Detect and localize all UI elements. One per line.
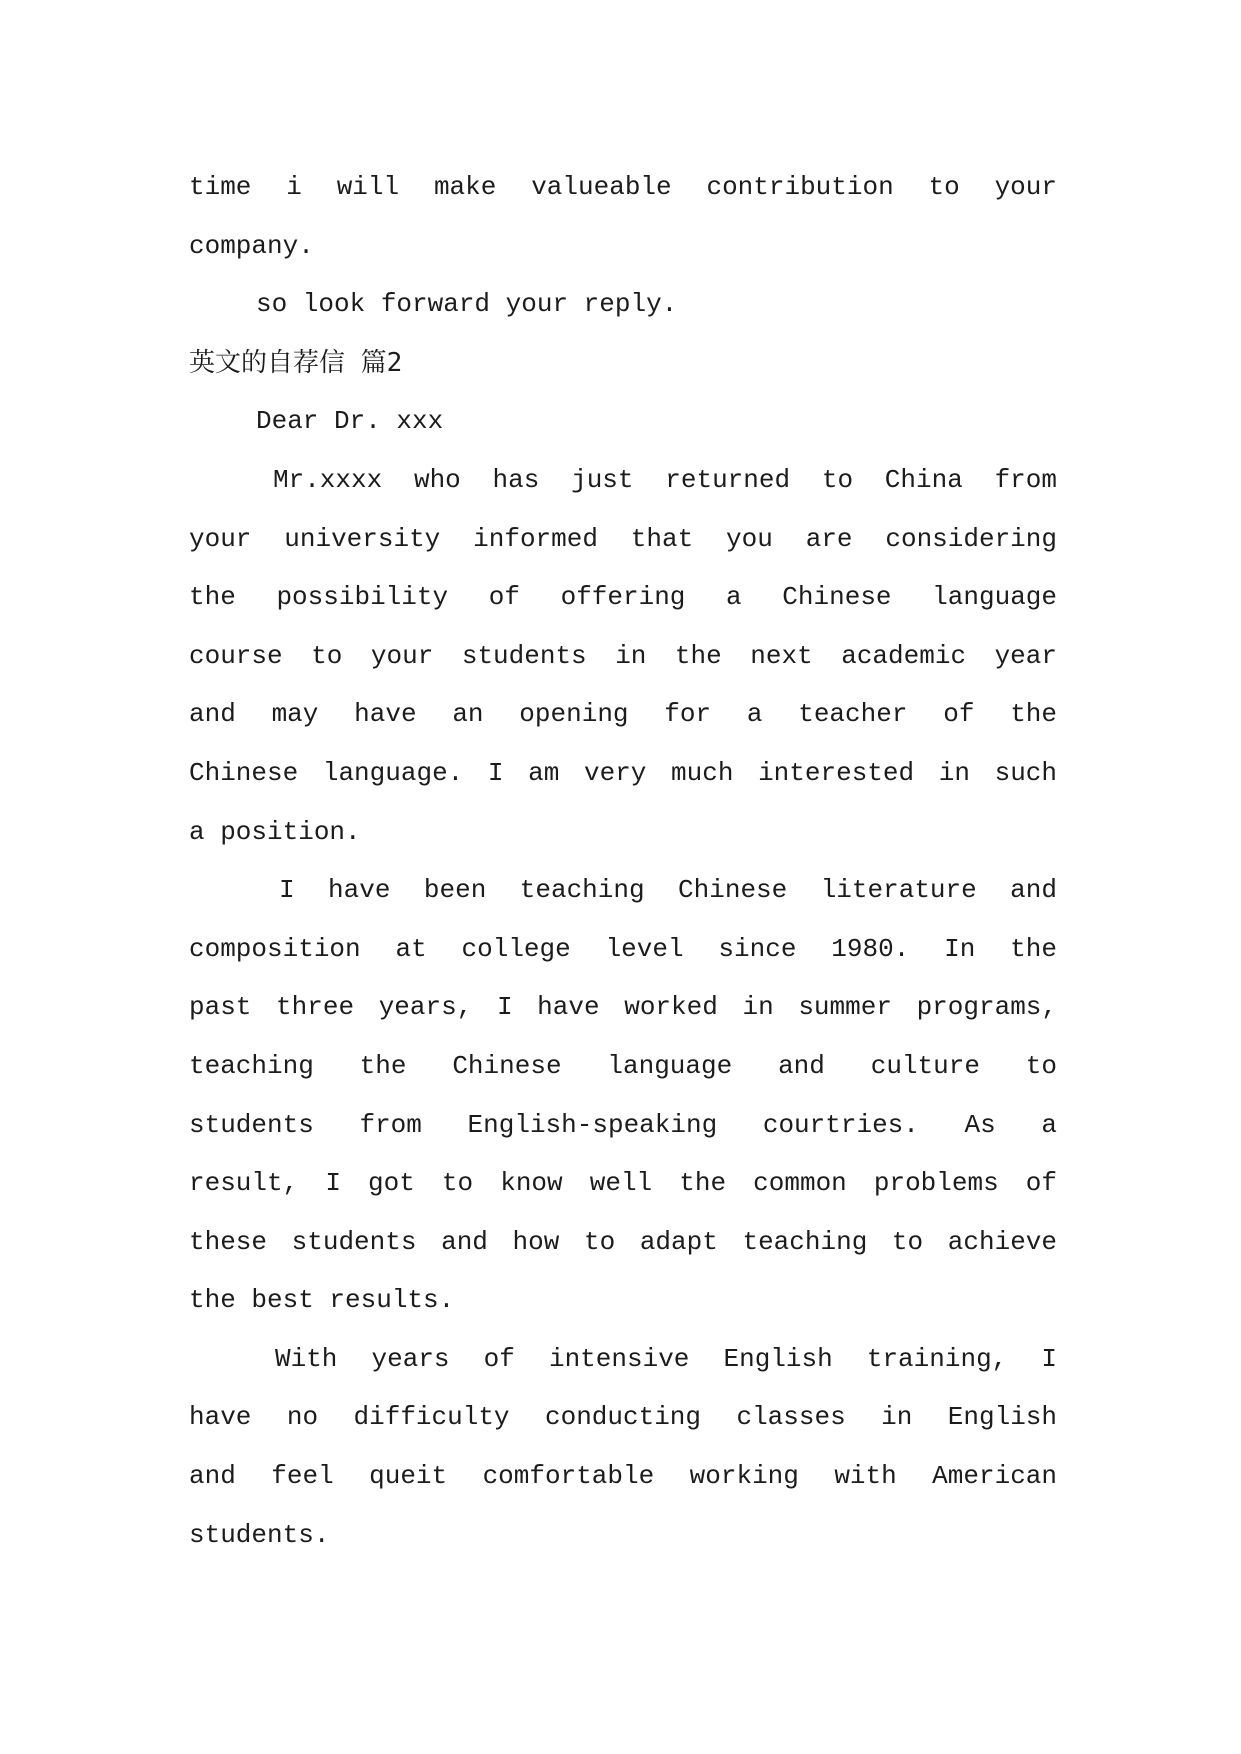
paragraph-line: these students and how to adapt teaching to achieve [189, 1226, 1057, 1257]
paragraph-line: your university informed that you are considering [189, 523, 1057, 554]
paragraph-line: result, I got to know well the common problems of [189, 1168, 1057, 1199]
paragraph-line: Chinese language. I am very much interested in such [189, 757, 1057, 788]
paragraph-line: Mr.xxxx who has just returned to China from [273, 464, 1057, 495]
paragraph-line: students. [189, 1519, 330, 1550]
paragraph-line: students from English-speaking courtries. As a [189, 1109, 1057, 1140]
paragraph-line: past three years, I have worked in summer programs, [189, 992, 1057, 1023]
section-heading: 英文的自荐信 篇2 [189, 347, 403, 378]
salutation: Dear Dr. xxx [256, 406, 444, 437]
paragraph-line: have no difficulty conducting classes in English [189, 1402, 1057, 1433]
paragraph [189, 861, 1057, 1330]
paragraph-line: teaching the Chinese language and culture to [189, 1050, 1057, 1081]
closing-line: company. [189, 230, 314, 261]
paragraph-line: and may have an opening for a teacher of the [189, 699, 1057, 730]
document-body [189, 158, 1057, 1564]
paragraph-line: the best results. [189, 1285, 455, 1316]
paragraph-line: a position. [189, 816, 361, 847]
paragraph [189, 1330, 1057, 1564]
paragraph-line: and feel queit comfortable working with American [189, 1461, 1057, 1492]
closing-line: time i will make valueable contribution to your [189, 172, 1057, 202]
paragraph-line: composition at college level since 1980. In the [189, 933, 1057, 964]
paragraph-line: I have been teaching Chinese literature and [279, 875, 1057, 906]
paragraph-line: course to your students in the next academic year [189, 640, 1057, 671]
paragraph [189, 451, 1057, 861]
sign-off: so look forward your reply. [256, 289, 678, 320]
paragraph-line: With years of intensive English training, I [275, 1343, 1057, 1374]
previous-letter-closing [189, 158, 1057, 275]
paragraph-line: the possibility of offering a Chinese language [189, 582, 1057, 613]
